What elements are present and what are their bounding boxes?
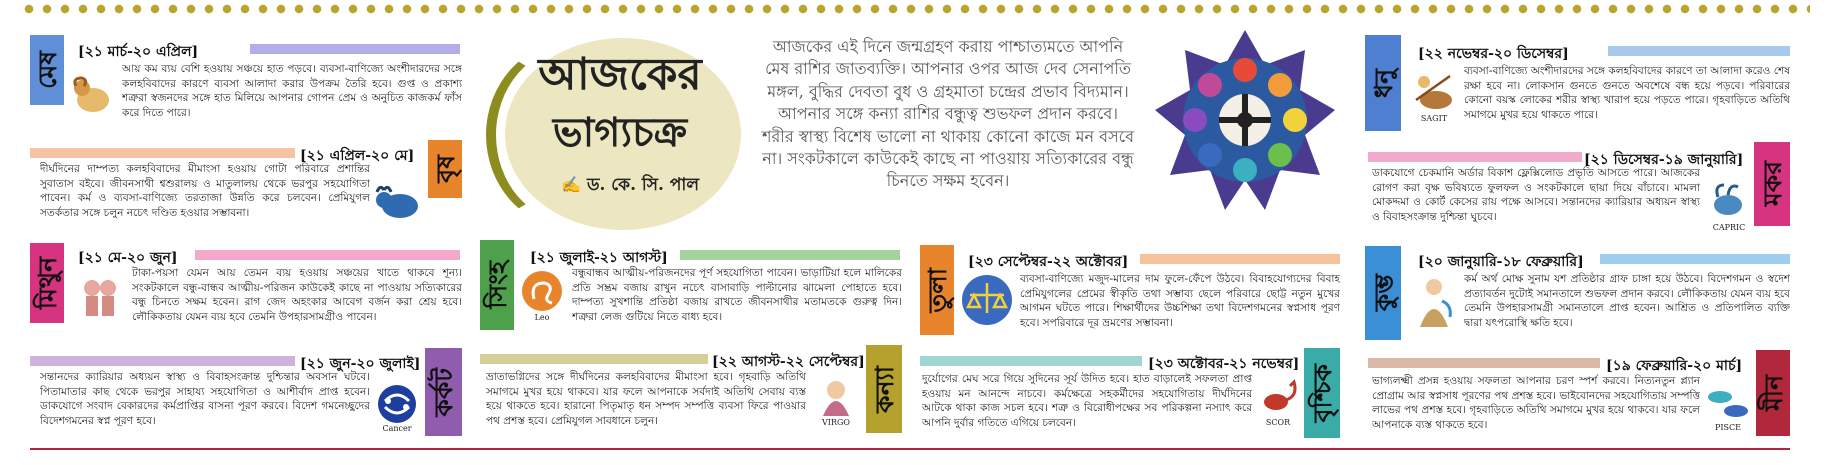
sign-name: বৃশ্চিক [1307,363,1337,423]
sign-dates-singha: [২১ জুলাই-২১ আগস্ট] [530,250,668,266]
sign-text-brisha: দীর্ঘদিনের দাম্পত্য কলহবিবাদের মীমাংসা হওয়ায় গোটা পরিবারে প্রশান্তির সুবাতাস বইবে। জীবনসাথী শ্বশুরালয় ও মাতুলালয় থেকে ভরপুর সহযোগিতা পাবেন। কর্ম ও ব্যবসা-বাণিজ্যে তরতাজা উন্নতি করে চলবেন। প্রেমিযুগল সতর্কতার সঙ্গে চলুন নচেৎ দণ্ডিত হওয়ার সম্ভাবনা। [40,163,370,219]
sign-tab-brisha [428,140,462,198]
sign-text-kanya: ভ্রাতাভগ্নিদের সঙ্গে দীর্ঘদিনের কলহবিবাদের মীমাংসা হবে। গৃহবাড়ি অতিথি সমাগমে মুখর হয়ে থাকবে। যার ফলে আপনাকে সর্বদাই অতিথি সেবায় ব্যস্ত হয়ে থাকতে হবে। হারানো পিতৃমাতৃ ধন সম্পদ সম্পত্তি ব্যবসা ফিরে পাওয়ার পথ প্রশস্ত হবে। প্রেমিযুগল সাবধানে চলুন। [486,371,806,427]
sign-bar-mesh [250,44,460,54]
sign-bar-kumbha [1600,254,1790,264]
scorpio-caption: SCOR [1265,417,1291,427]
sign-tab-karkat [425,348,462,436]
sign-tab-mesh [30,35,64,105]
sign-bar-brishchik [920,356,1142,366]
sign-tab-kumbha [1365,246,1401,340]
pen-icon: ✍ [561,175,581,194]
sign-text-singha: বন্ধুবান্ধব আত্মীয়-পরিজনদের পূর্ণ সহযোগিতা পাবেন। ভাড়াটিয়া হলে মালিকের প্রতি সম্ভ্রম বজায় রাখুন নচেৎ বাসাবাড়ি পাল্টানোর ঝামেলা পোহাতে হবে। দাম্পত্য সুখশান্তি প্রতিষ্ঠা বজায় রাখতে জীবনসাথীর মতামতকে গুরুত্ব দিন। শত্রুরা লেজ গুটিয়ে নিতে বাধ্য হবে। [572,267,902,323]
sign-name: তুলা [922,267,952,313]
intro-text: আজকের এই দিনে জন্মগ্রহণ করায় পাশ্চাত্যমতে আপনি মেষ রাশির জাতব্যক্তি। আপনার ওপর আজ দেব সেনাপতি মঙ্গল, বুদ্ধির দেবতা বুধ ও গ্রহমাতা চন্দ্রের প্রভাব বিদ্যমান। আপনার সঙ্গে কন্যা রাশির বন্ধুত্ব শুভফল প্রদান করবে। শরীর স্বাস্থ্য বিশেষ ভালো না থাকায় কোনো কাজে মন বসবে না। সংকটকালে কাউকেই কাছে না পাওয়ায় সত্যিকারের বন্ধু চিনতে সক্ষম হবেন। [762,37,1134,191]
bottom-rule [30,448,1790,450]
page-title-line2: ভাগ্যচক্র [552,109,688,156]
sign-name: মেষ [32,51,62,89]
taurus-icon [370,176,424,226]
sign-bar-makar [1368,152,1582,162]
leo-icon [518,266,566,324]
sign-bar-dhanu [1608,46,1790,56]
author-line [540,172,720,200]
sign-text-mesh: আয় কম ব্যয় বেশি হওয়ায় সঞ্চয়ে হাত পড়বে। ব্যবসা-বাণিজ্যে অংশীদারদের সঙ্গে কলহবিবাদের কারণে ব্যবসা আলাদা করার উপক্রম তৈরি হবে। গুপ্ত ও প্রকাশ্য শত্রুরা স্বজনদের সঙ্গে হাত মিলিয়ে আপনার গোপন প্রেম ও অনুচিত কাজকর্ম ফাঁস করে দিতে পারে। [122,63,462,119]
aquarius-icon [1408,272,1460,332]
sign-text-meen: ভাগ্যলক্ষ্মী প্রসন্ন হওয়ায় সফলতা আপনার চরণ স্পর্শ করবে। নিত্যনতুন প্ল্যান প্রোগ্রাম আর স্বপ্নসাধ পূরণের পথ প্রশস্ত হবে। ভাইবোনদের সহযোগিতায় সম্পত্তি লাভের পথ প্রশস্ত হবে। গৃহবাড়িতে অতিথি সমাগমে মুখর হয়ে থাকবে। যার ফলে আপনাকে ব্যস্ত থাকতে হবে। [1372,375,1700,431]
libra-icon [958,270,1016,330]
sign-dates-karkat: [২১ জুন-২০ জুলাই] [300,356,421,372]
dotted-border-top [20,2,1810,16]
sign-name: মীন [1758,375,1788,411]
sign-dates-mithun: [২১ মে-২০ জুন] [78,250,178,266]
aries-icon [68,72,118,120]
sagittarius-icon [1408,66,1460,126]
cancer-caption: Cancer [382,423,412,433]
sign-dates-tula: [২৩ সেপ্টেম্বর-২২ অক্টোবর] [968,254,1129,270]
virgo-caption: VIRGO [822,417,850,427]
sign-bar-meen [1368,358,1600,368]
sign-bar-tula [1140,254,1340,264]
zodiac-wheel-icon [1155,30,1335,210]
sign-name: সিংহ [482,261,512,309]
sign-tab-tula [920,245,954,335]
sign-text-brishchik: দুর্যোগের মেঘ সরে গিয়ে সুদিনের সূর্য উদিত হবে। হাত বাড়ালেই সফলতা প্রাপ্ত হওয়ায় মন আনন্দে নাচবে। কর্মক্ষেত্রে সহকর্মীদের সহযোগিতায় দীর্ঘদিনের আটকে থাকা কাজ সচল হবে। শত্রু ও বিরোধীপক্ষের সব পরিকল্পনা নস্যাৎ করে আপনি দুর্বার গতিতে এগিয়ে চলবেন। [922,373,1252,429]
sign-dates-brishchik: [২৩ অক্টোবর-২১ নভেম্বর] [1148,356,1300,372]
cancer-icon [372,380,422,436]
pisces-caption: PISCE [1715,422,1741,432]
sign-text-kumbha: কর্ম অর্থ মোক্ষ সুনাম যশ প্রতিষ্ঠার গ্রাফ চাঙ্গা হয়ে উঠবে। বিদেশগমন ও স্বদেশ প্রত্যাবর্তন দুটোই সমানতালে শুভফল প্রদান করবে। লৌকিকতায় যেমন ব্যয় হবে তেমনি উপহারসামগ্রী সমানতালে প্রাপ্ত হবেন। আশ্রিত ও প্রতিপালিত ব্যক্তি দ্বারা যৎপরোস্থি ক্ষতি হবে। [1464,273,1790,329]
sign-dates-mesh: [২১ মার্চ-২০ এপ্রিল] [78,44,199,60]
sign-tab-dhanu [1365,35,1401,131]
sign-text-karkat: সন্তানদের ক্যারিয়ার অধ্যয়ন স্বাস্থ্য ও বিবাহসংক্রান্ত দুশ্চিন্তার অবসান ঘটবে। পিতামাতার কাছ থেকে ভরপুর সাহায্য সহযোগিতা ও আশীর্বাদ প্রাপ্ত হবেন। ডাকযোগে সংবাদ বেকারদের কর্মপ্রাপ্তির বাসনা পূরণ করবে। বিদেশ গমনেচ্ছুদের বিদেশগমনের স্বপ্ন পূরণ হবে। [40,371,370,427]
page-title-line1: আজকের [538,49,702,100]
sign-text-tula: ব্যবসা-বাণিজ্যে মজুদ-মালের দাম ফুলে-ফেঁপে উঠবে। বিবাহযোগ্যদের বিবাহ প্রেমিযুগলের প্রেমের স্বীকৃতি তথা সম্ভাব্য ছেলে পরিবারে ছোট্ট নতুন মুখের আগমন ঘটতে পারে। শিক্ষার্থীদের উচ্চশিক্ষা তথা বিদেশগমনের স্বপ্নসাধ পূরণ হবে। সপরিবারে দূর ভ্রমণের সম্ভাবনা। [1020,273,1340,329]
sign-tab-singha [480,240,514,330]
sign-name: কর্কট [429,367,458,417]
sign-text-makar: ডাকযোগে চেকমানি অর্ডার বিকাশ ফ্লেক্সিলোড প্রভৃতি আসতে পারে। আজকের রোগণ করা বৃক্ষ ভবিষ্যতে ফুলফল ও সংকটকালে ছায়া দিয়ে বাঁচাবে। মামলা মোকদ্দমা ও কোর্ট কেসের রায় পক্ষে আসবে। সন্তানদের ক্যারিয়ার অধ্যয়ন স্বাস্থ্য ও বিবাহসংক্রান্ত দুশ্চিন্তা ঘুচবে। [1372,167,1700,223]
sign-dates-kumbha: [২০ জানুয়ারি-১৮ ফেব্রুয়ারি] [1418,254,1584,270]
sign-dates-meen: [১৯ ফেব্রুয়ারি-২০ মার্চ] [1606,358,1743,374]
sign-name: মিথুন [32,256,62,310]
gemini-icon [72,270,128,324]
sign-bar-brisha [30,148,295,158]
sign-name: মকর [1757,161,1787,207]
sign-dates-makar: [২১ ডিসেম্বর-১৯ জানুয়ারি] [1584,152,1744,168]
author-name: ড. কে. সি. পাল [586,175,699,195]
sign-tab-meen [1756,350,1790,436]
capricorn-caption: CAPRIC [1712,222,1746,232]
sign-dates-dhanu: [২২ নভেম্বর-২০ ডিসেম্বর] [1418,46,1569,62]
sign-bar-kanya [480,354,708,364]
sign-tab-mithun [30,243,64,323]
sign-text-mithun: টাকা-পয়সা যেমন আয় তেমন ব্যয় হওয়ায় সঞ্চয়ের খাতে থাকবে শূন্য। সংকটকালে বন্ধু-বান্ধব আত্মীয়-পরিজন কাউকেই কাছে না পাওয়ায় সত্যিকারের বন্ধু চিনতে সক্ষম হবেন। রাগ জেদ অহংকার আবেগ বর্জন করা শ্রেয় হবে। লৌকিকতায় যেমন ব্যয় হবে তেমনি উপহারসামগ্রীও পাবেন। [132,267,462,323]
sign-bar-karkat [30,356,295,366]
sign-dates-kanya: [২২ আগস্ট-২২ সেপ্টেম্বর] [712,354,865,370]
sagittarius-caption: SAGIT [1420,113,1448,123]
capricorn-icon [1704,176,1754,236]
sign-name: ধনু [1368,68,1398,98]
sign-text-dhanu: ব্যবসা-বাণিজ্যে অংশীদারদের সঙ্গে কলহবিবাদের কারণে তা আলাদা করেও শেষ রক্ষা হবে না। লোকসান গুনতে গুনতে অবশেষে বন্ধ হয়ে পড়বে। পরিবারের কোনো বয়স্ক লোকের শরীর স্বাস্থ্য খারাপ হয়ে পড়তে পারে। গৃহবাড়িতে অতিথি সমাগমে মুখর হয়ে থাকতে পারে। [1464,65,1790,121]
leo-caption: Leo [534,312,550,322]
pisces-icon [1702,378,1754,436]
sign-name: কুম্ভ [1368,274,1398,312]
sign-bar-singha [680,250,900,260]
sign-name: কন্যা [869,365,899,413]
scorpio-icon [1254,372,1302,430]
sign-tab-kanya [866,345,902,433]
sign-tab-brishchik [1304,348,1340,438]
sign-tab-makar [1754,142,1790,226]
sign-name: বৃষ [430,155,460,183]
virgo-icon [810,372,862,430]
sign-bar-mithun [195,250,460,260]
sign-dates-brisha: [২১ এপ্রিল-২০ মে] [300,148,415,164]
